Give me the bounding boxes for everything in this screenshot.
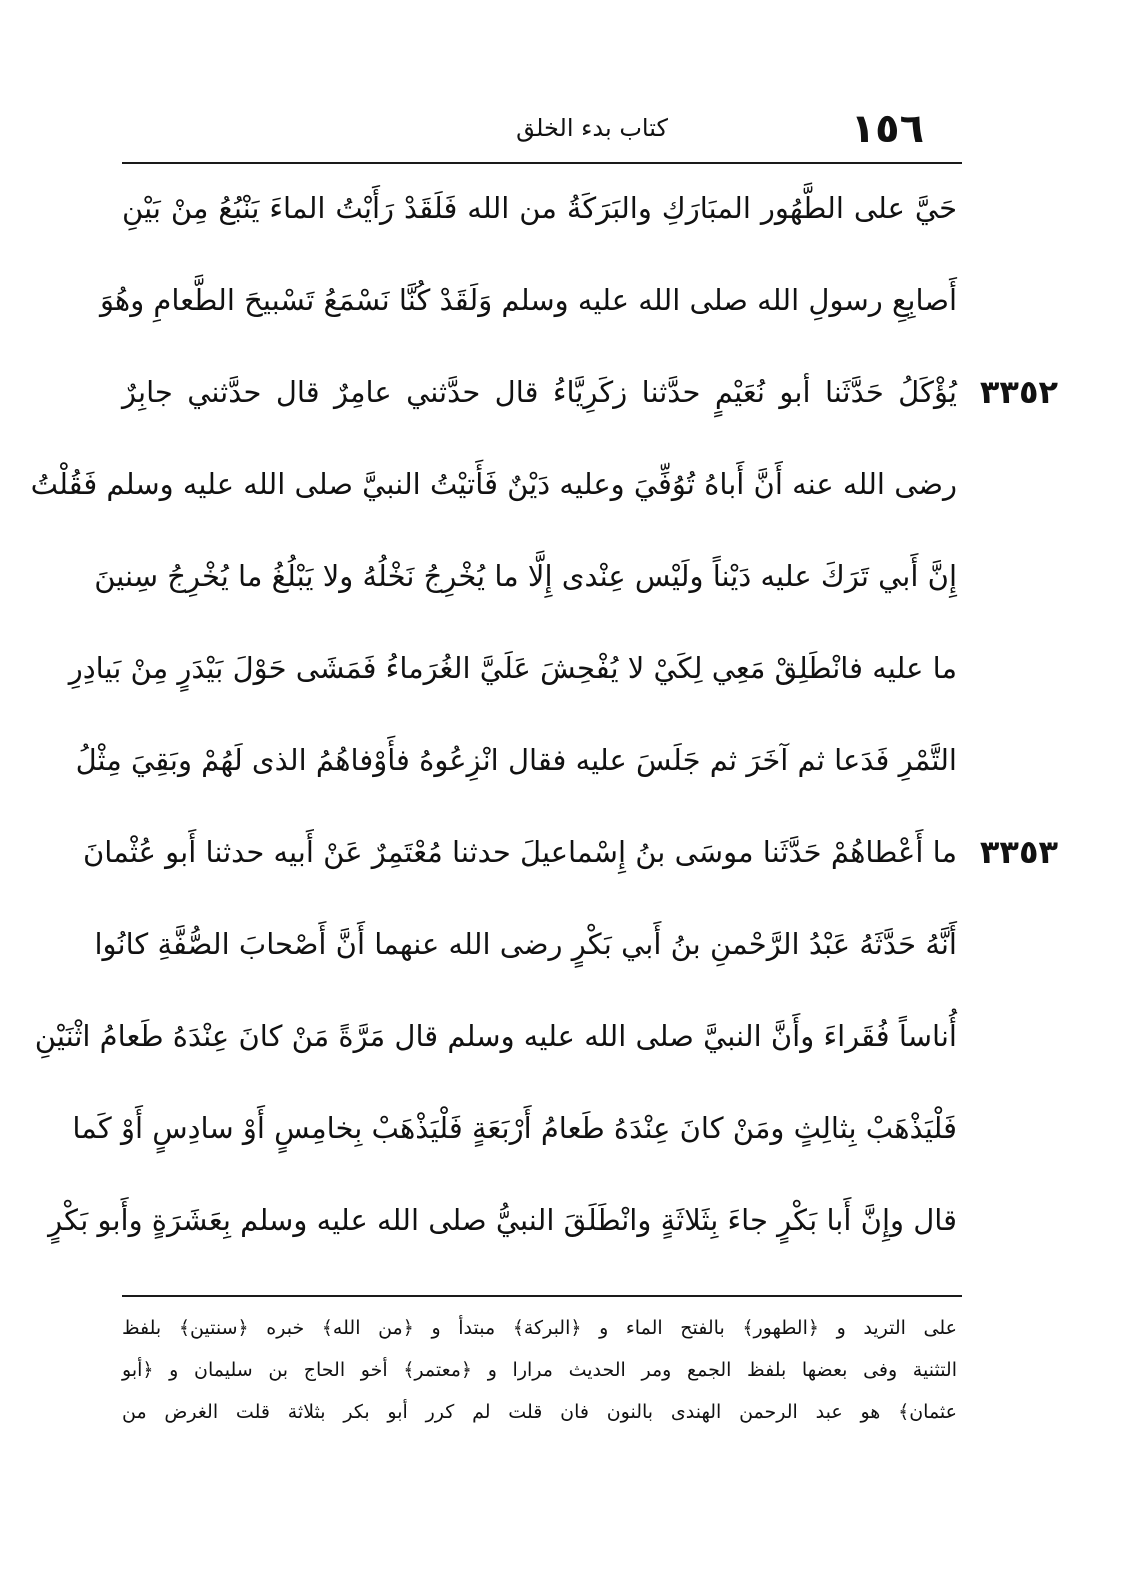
text-line: أَنَّهُ حَدَّثَهُ عَبْدُ الرَّحْمنِ بنُ أَبي بَكْرٍ رضى الله عنهما أَنَّ أَصْحابَ الصُّفَّةِ كانُوا — [94, 927, 957, 961]
text-line: فَلْيَذْهَبْ بِثالِثٍ ومَنْ كانَ عِنْدَهُ طَعامُ أَرْبَعَةٍ فَلْيَذْهَبْ بِخامِسٍ أَوْ سادِسٍ أَوْ كَما — [72, 1111, 957, 1145]
hadith-number: ٣٣٥٣ — [979, 833, 1058, 871]
text-line: إِنَّ أَبي تَرَكَ عليه دَيْناً ولَيْس عِنْدى إِلَّا ما يُخْرِجُ نَخْلُهُ ولا يَبْلُغُ ما يُخْرِجُ سِنينَ — [94, 559, 957, 593]
text-line: التَّمْرِ فَدَعا ثم آخَرَ ثم جَلَسَ عليه فقال انْزِعُوهُ فأَوْفاهُمُ الذى لَهُمْ وبَقِيَ مِثْلُ — [75, 743, 957, 777]
page-header — [122, 100, 962, 158]
footnote-rule — [122, 1295, 962, 1297]
text-line: قال وإِنَّ أَبا بَكْرٍ جاءَ بِثَلاثَةٍ وانْطَلَقَ النبيُّ صلى الله عليه وسلم بِعَشَرَةٍ وأَبو بَكْرٍ — [48, 1203, 957, 1237]
hadith-number: ٣٣٥٢ — [979, 373, 1058, 411]
footnote-line: التثنية وفى بعضها بلفظ الجمع ومر الحديث مرارا و ﴿معتمر﴾ أخو الحاج بن سليمان و ﴿أبو — [122, 1359, 957, 1381]
text-line: أُناساً فُقَراءَ وأَنَّ النبيَّ صلى الله عليه وسلم قال مَرَّةً مَنْ كانَ عِنْدَهُ طَعامُ اثْنَيْنِ — [34, 1019, 957, 1053]
text-line: ما أَعْطاهُمْ حَدَّثَنا موسَى بنُ إِسْماعيلَ حدثنا مُعْتَمِرٌ عَنْ أَبيه حدثنا أَبو عُثْمانَ — [82, 835, 957, 869]
text-line: رضى الله عنه أَنَّ أَباهُ تُوُفِّيَ وعليه دَيْنٌ فَأَتيْتُ النبيَّ صلى الله عليه وسلم فَقُلْتُ — [30, 467, 957, 501]
footnote-line: على التريد و ﴿الطهور﴾ بالفتح الماء و ﴿البركة﴾ مبتدأ و ﴿من الله﴾ خبره ﴿سنتين﴾ بلفظ — [122, 1317, 957, 1339]
text-line: أَصابِعِ رسولِ الله صلى الله عليه وسلم وَلَقَدْ كُنَّا نَسْمَعُ تَسْبيحَ الطَّعامِ وهُوَ — [99, 283, 957, 317]
page-number: ١٥٦ — [850, 106, 924, 152]
footnote-line: عثمان﴾ هو عبد الرحمن الهندى بالنون فان قلت لم كرر أبو بكر بثلاثة قلت الغرض من — [122, 1401, 957, 1423]
text-line: يُؤْكَلُ حَدَّثَنا أبو نُعَيْمٍ حدَّثنا زكَرِيَّاءُ قال حدَّثني عامِرٌ قال حدَّثني جابِرٌ — [122, 375, 957, 409]
text-line: ما عليه فانْطَلِقْ مَعِي لِكَيْ لا يُفْحِشَ عَلَيَّ الغُرَماءُ فَمَشَى حَوْلَ بَيْدَرٍ مِنْ بَيادِرِ — [68, 651, 957, 685]
header-rule — [122, 162, 962, 164]
text-line: حَيَّ على الطَّهُور المبَارَكِ والبَرَكَةُ من الله فَلَقَدْ رَأَيْتُ الماءَ يَنْبُعُ مِنْ بَيْنِ — [122, 191, 957, 225]
running-title: كتاب بدء الخلق — [516, 114, 668, 142]
